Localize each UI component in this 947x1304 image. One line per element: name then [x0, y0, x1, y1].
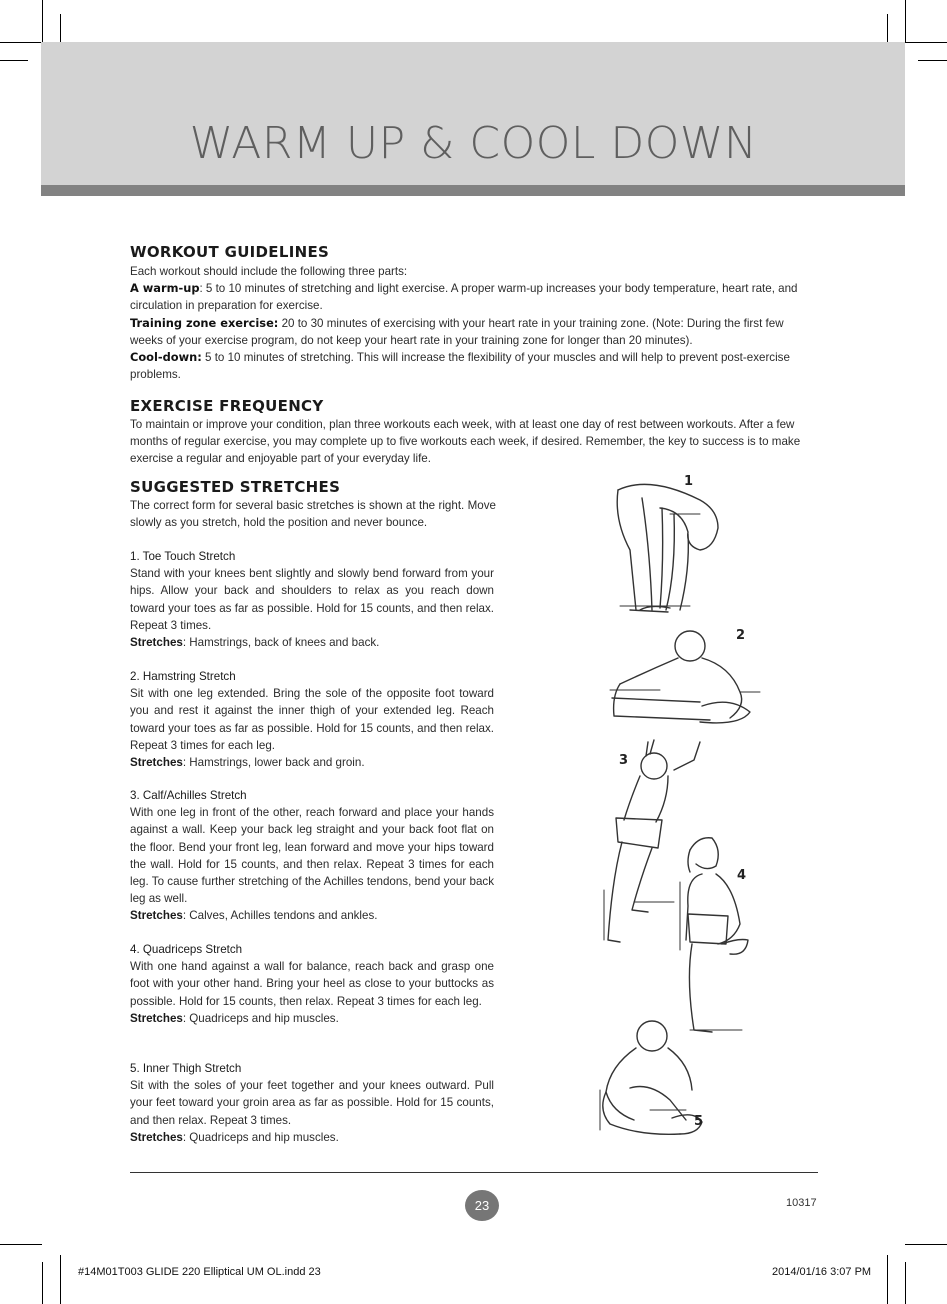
crop-mark [42, 1262, 43, 1304]
figure-number-2: 2 [736, 628, 746, 643]
stretch-item-hamstring [130, 668, 494, 771]
stretch-targets-text: : Quadriceps and hip muscles. [182, 1011, 339, 1025]
header-rule [41, 185, 905, 196]
figure-calf-achilles [604, 740, 700, 942]
stretch-targets [130, 1010, 494, 1027]
stretch-illustrations [590, 470, 780, 1160]
training-item [130, 315, 815, 349]
workout-guidelines-body [130, 263, 815, 383]
crop-mark [887, 1255, 888, 1304]
training-label: Training zone exercise: [130, 315, 279, 330]
crop-mark [0, 42, 42, 43]
page-title: WARM UP & COOL DOWN [189, 118, 758, 169]
crop-mark [42, 0, 43, 42]
stretch-targets [130, 634, 494, 651]
workout-guidelines-heading: WORKOUT GUIDELINES [130, 243, 330, 261]
figure-toe-touch [617, 484, 718, 612]
crop-mark [905, 42, 947, 43]
stretch-targets-text: : Hamstrings, back of knees and back. [182, 636, 380, 650]
cooldown-item [130, 349, 815, 383]
exercise-frequency-text: To maintain or improve your condition, plan three workouts each week, with at least one day of rest between workouts. After a few months of regular exercise, you may complete up to five workouts each week, if desired. Remember, the key to success is to make exercise a regular and enjoyable part of your everyday life. [130, 418, 801, 466]
stretch-item-toe-touch [130, 548, 494, 651]
stretches-label: Stretches [130, 909, 183, 923]
suggested-stretches-intro: The correct form for several basic stretches is shown at the right. Move slowly as you stretch, hold the position and never bounce. [130, 499, 496, 530]
stretch-targets [130, 907, 494, 924]
stretch-title: 1. Toe Touch Stretch [130, 550, 236, 563]
stretches-label: Stretches [130, 1130, 183, 1144]
figure-number-4: 4 [737, 868, 747, 883]
stretches-label: Stretches [130, 756, 183, 770]
stretch-description: Sit with the soles of your feet together and your knees outward. Pull your feet toward your groin area as far as possible. Hold for 15 counts, and then relax. Repeat 3 times. [130, 1079, 494, 1127]
figure-quadriceps [680, 838, 748, 1032]
document-code: 10317 [786, 1197, 817, 1209]
stretch-targets-text: : Hamstrings, lower back and groin. [182, 756, 365, 770]
stretch-title: 2. Hamstring Stretch [130, 670, 236, 683]
stretch-item-calf-achilles [130, 787, 494, 925]
exercise-frequency-heading: EXERCISE FREQUENCY [130, 397, 324, 415]
crop-mark [905, 0, 906, 42]
crop-mark [60, 1255, 61, 1304]
stretches-label: Stretches [130, 636, 183, 650]
figure-number-1: 1 [684, 474, 694, 489]
guidelines-intro: Each workout should include the following three parts: [130, 265, 408, 278]
crop-mark [905, 1244, 947, 1245]
crop-mark [905, 1262, 906, 1304]
suggested-stretches-heading: SUGGESTED STRETCHES [130, 478, 341, 496]
crop-mark [0, 1244, 42, 1245]
figure-inner-thigh [600, 1021, 702, 1134]
stretch-description: Stand with your knees bent slightly and slowly bend forward from your hips. Allow your back and shoulders to relax as you reach down toward your toes as far as possible. Hold for 15 counts, and then relax. Repeat 3 times. [130, 567, 494, 632]
print-slug-filename: #14M01T003 GLIDE 220 Elliptical UM OL.indd 23 [78, 1266, 321, 1278]
stretch-title: 3. Calf/Achilles Stretch [130, 789, 247, 802]
stretch-description: With one leg in front of the other, reach forward and place your hands against a wall. Keep your back leg straight and your back foot flat on the floor. Bend your front leg, lean forward and move your hips toward the wall. Hold for 15 counts, and then relax. Repeat 3 times for each leg. To cause further stretching of the Achilles tendons, bend your back leg as well. [130, 806, 494, 906]
stretch-item-inner-thigh [130, 1060, 494, 1146]
figure-number-3: 3 [619, 753, 629, 768]
stretch-item-quadriceps [130, 941, 494, 1027]
page-number-badge: 23 [465, 1190, 499, 1221]
stretch-targets [130, 754, 494, 771]
cooldown-label: Cool-down: [130, 350, 202, 365]
figure-number-5: 5 [694, 1114, 704, 1129]
warmup-text: : 5 to 10 minutes of stretching and light exercise. A proper warm-up increases your body temperature, heart rate, and circulation in preparation for exercise. [130, 282, 798, 313]
stretch-title: 5. Inner Thigh Stretch [130, 1062, 242, 1075]
stretch-title: 4. Quadriceps Stretch [130, 943, 243, 956]
crop-mark [918, 60, 947, 61]
cooldown-text: 5 to 10 minutes of stretching. This will increase the flexibility of your muscles and will help to prevent post-exercise problems. [130, 351, 790, 382]
figure-hamstring [610, 631, 760, 723]
print-slug-timestamp: 2014/01/16 3:07 PM [772, 1266, 872, 1278]
training-text: 20 to 30 minutes of exercising with your heart rate in your training zone. (Note: During the first few weeks of your exercise program, do not keep your heart rate in your training zone for longer than 20 minutes). [130, 316, 784, 347]
stretch-description: Sit with one leg extended. Bring the sole of the opposite foot toward you and rest it against the inner thigh of your extended leg. Reach toward your toes as far as possible. Hold for 15 counts, and then relax. Repeat 3 times for each leg. [130, 687, 494, 752]
stretch-targets [130, 1129, 494, 1146]
stretches-label: Stretches [130, 1011, 183, 1025]
stretch-description: With one hand against a wall for balance, reach back and grasp one foot with your other hand. Bring your heel as close to your buttocks as possible. Hold for 15 counts, then relax. Repeat 3 times for each leg. [130, 960, 494, 1008]
stretch-targets-text: : Quadriceps and hip muscles. [182, 1130, 339, 1144]
stretch-figures-svg [590, 470, 780, 1160]
footer-rule [130, 1172, 818, 1173]
warmup-label: A warm-up [130, 281, 200, 296]
warmup-item [130, 280, 815, 314]
crop-mark [0, 60, 28, 61]
stretch-targets-text: : Calves, Achilles tendons and ankles. [182, 909, 378, 923]
